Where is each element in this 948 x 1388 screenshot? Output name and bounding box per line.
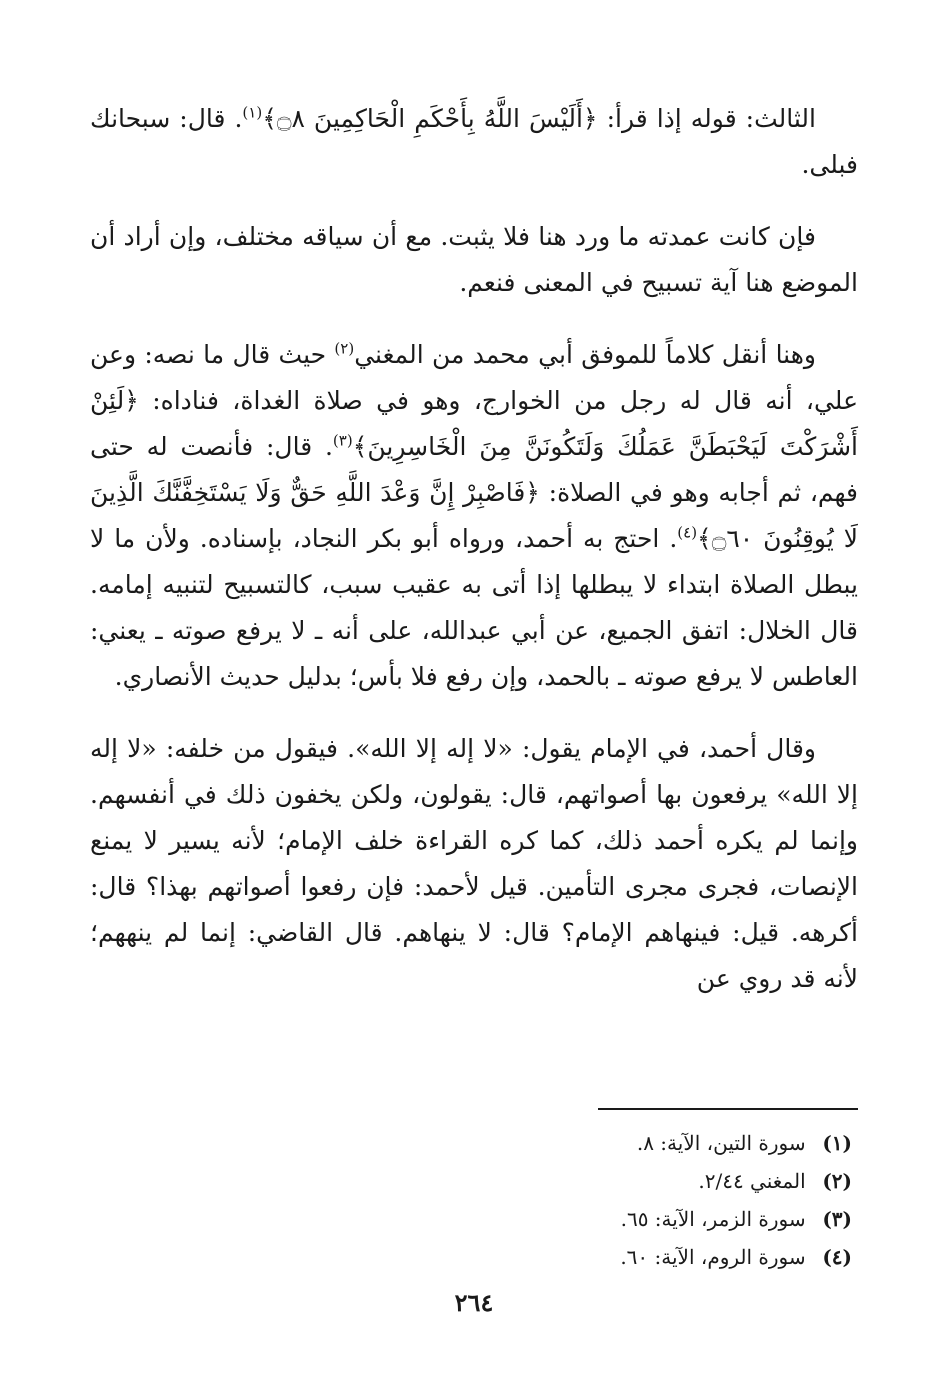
page-number: ٢٦٤ <box>454 1288 494 1317</box>
paragraph-3-after2: . قال: فأنصت له حتى فهم، ثم أجابه وهو في الصلاة: ﴿فَاصْبِرْ إِنَّ وَعْدَ اللَّهِ حَقٌّ وَلَا يَسْتَخِفَّنَّكَ الَّذِينَ لَا يُوقِنُونَ ۝٦٠﴾ <box>90 432 858 553</box>
footnote-ref-3: (٣) <box>332 431 353 450</box>
footnote-number: (٣) <box>822 1207 852 1231</box>
footnote-text: سورة التين، الآية: ٨. <box>636 1131 806 1155</box>
page-body <box>90 96 858 1028</box>
footnote-item <box>92 1238 852 1276</box>
footnote-ref-4: (٤) <box>677 523 698 542</box>
paragraph-4 <box>90 726 858 1002</box>
footnote-divider <box>598 1108 858 1110</box>
footnote-item <box>92 1200 852 1238</box>
footnote-number: (٢) <box>822 1169 852 1193</box>
footnote-number: (٤) <box>822 1245 852 1269</box>
footnote-text: المغني ٢/٤٤. <box>698 1169 806 1193</box>
paragraph-2-text: فإن كانت عمدته ما ورد هنا فلا يثبت. مع أن سياقه مختلف، وإن أراد أن الموضع هنا آية تسبيح في المعنى فنعم. <box>90 222 858 297</box>
footnote-text: سورة الروم، الآية: ٦٠. <box>620 1245 806 1269</box>
paragraph-1-after: . قال: سبحانك فبلى. <box>90 104 858 179</box>
footnote-number: (١) <box>822 1131 852 1155</box>
footnote-item <box>92 1124 852 1162</box>
footnote-ref-1: (١) <box>242 103 263 122</box>
paragraph-3 <box>90 332 858 700</box>
footnote-item <box>92 1162 852 1200</box>
paragraph-2 <box>90 214 858 306</box>
footnotes-list <box>92 1124 852 1276</box>
footnote-text: سورة الزمر، الآية: ٦٥. <box>620 1207 806 1231</box>
paragraph-3-after: حيث قال ما نصه: وعن علي، أنه قال له رجل من الخوارج، وهو في صلاة الغداة، فناداه: ﴿لَئِنْ أَشْرَكْتَ لَيَحْبَطَنَّ عَمَلُكَ وَلَتَكُونَنَّ مِنَ الْخَاسِرِينَ﴾ <box>90 340 859 461</box>
paragraph-1 <box>90 96 858 188</box>
paragraph-3-text: وهنا أنقل كلاماً للموفق أبي محمد من المغني <box>354 340 816 369</box>
paragraph-3-after3: . احتج به أحمد، ورواه أبو بكر النجاد، بإسناده. ولأن ما لا يبطل الصلاة ابتداء لا يبطلها إذا أتى به عقيب سبب، كالتسبيح لتنبيه إمامه. قال الخلال: اتفق الجميع، عن أبي عبدالله، على أنه ـ لا يرفع صوته ـ يعني: العاطس لا يرفع صوته ـ بالحمد، وإن رفع فلا بأس؛ بدليل حديث الأنصاري. <box>90 524 858 691</box>
paragraph-1-text: الثالث: قوله إذا قرأ: ﴿أَلَيْسَ اللَّهُ بِأَحْكَمِ الْحَاكِمِينَ ۝٨﴾ <box>262 104 816 133</box>
footnote-ref-2: (٢) <box>334 339 355 358</box>
paragraph-4-text: وقال أحمد، في الإمام يقول: «لا إله إلا الله». فيقول من خلفه: «لا إله إلا الله» يرفعون بها أصواتهم، قال: يقولون، ولكن يخفون ذلك في أنفسهم. وإنما لم يكره أحمد ذلك، كما كره القراءة خلف الإمام؛ لأنه يسير لا يمنع الإنصات، فجرى مجرى التأمين. قيل لأحمد: فإن رفعوا أصواتهم بهذا؟ قال: أكرهه. قيل: فينهاهم الإمام؟ قال: لا ينهاهم. قال القاضي: إنما لم ينههم؛ لأنه قد روي عن <box>90 734 858 993</box>
